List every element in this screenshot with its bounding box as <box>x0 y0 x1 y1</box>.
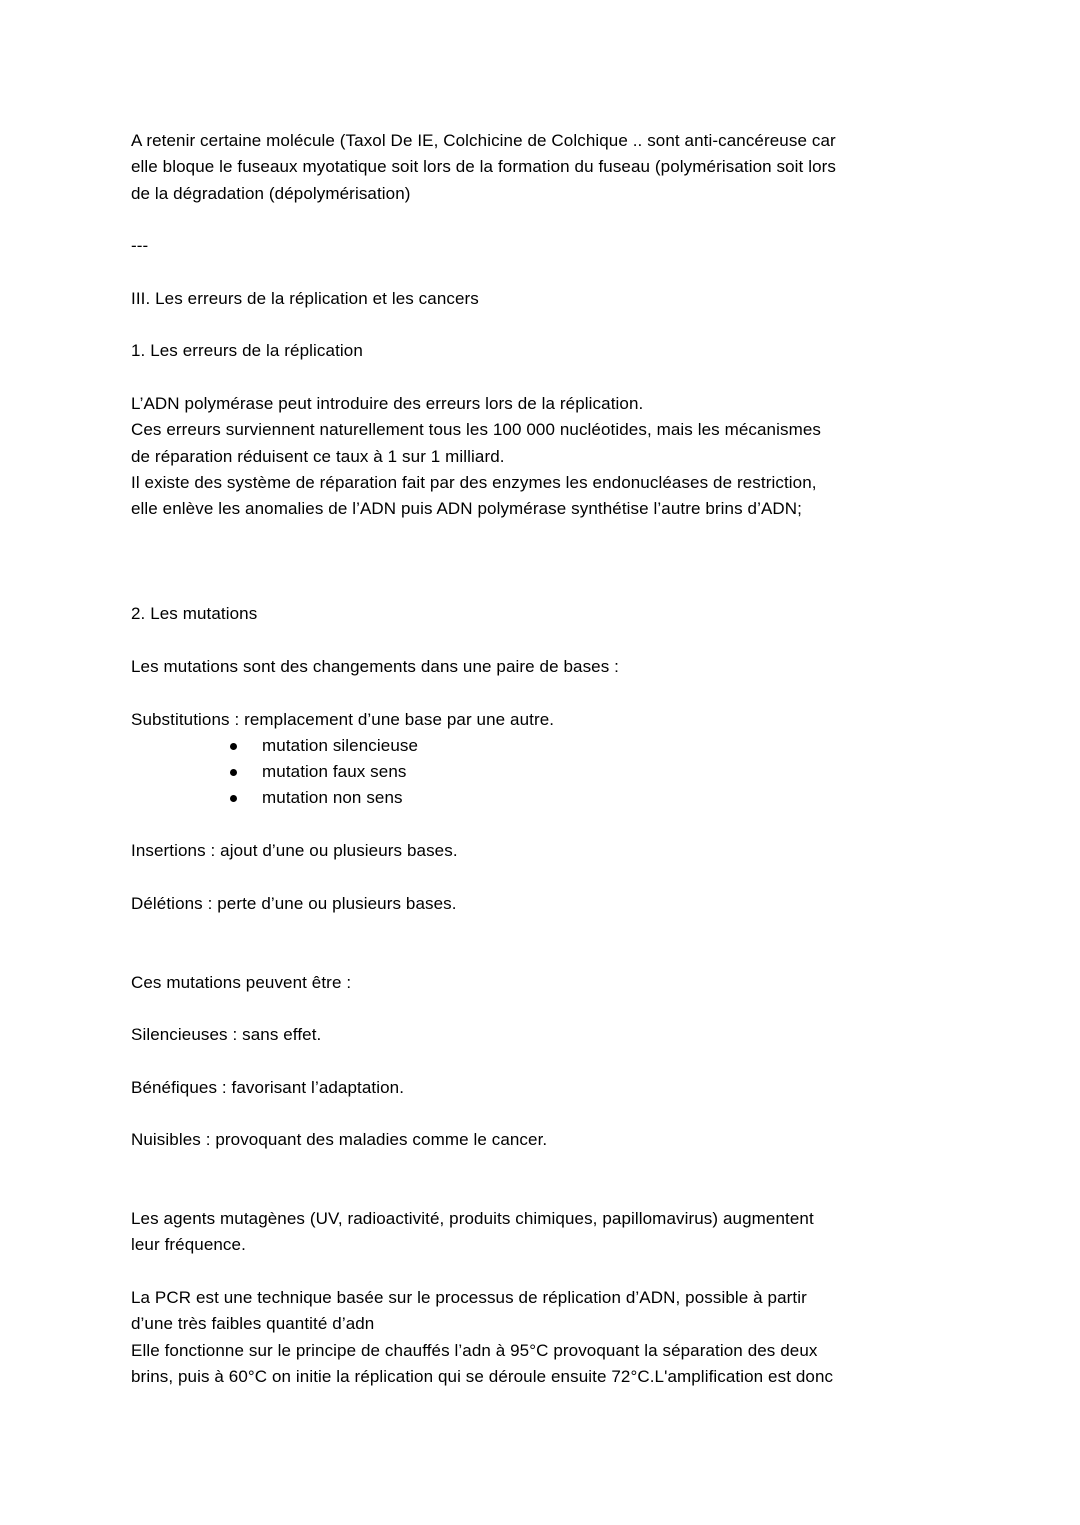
doc-line: brins, puis à 60°C on initie la réplication qui se déroule ensuite 72°C.L'amplification est donc <box>131 1366 834 1386</box>
doc-line <box>131 365 967 391</box>
doc-line <box>131 628 967 654</box>
doc-line: Ces erreurs surviennent naturellement tous les 100 000 nucléotides, mais les mécanismes <box>131 420 821 440</box>
doc-line <box>131 812 967 838</box>
doc-line <box>131 864 967 890</box>
doc-line: Délétions : perte d’une ou plusieurs bases. <box>131 893 457 913</box>
doc-line <box>131 522 967 548</box>
doc-line: Substitutions : remplacement d’une base par une autre. <box>131 709 555 729</box>
doc-line <box>131 549 967 575</box>
doc-line: mutation silencieuse <box>131 733 967 759</box>
doc-line <box>131 1180 967 1206</box>
doc-line: L’ADN polymérase peut introduire des erreurs lors de la réplication. <box>131 393 644 413</box>
doc-line: Nuisibles : provoquant des maladies comme le cancer. <box>131 1130 548 1150</box>
doc-line: elle bloque le fuseaux myotatique soit lors de la formation du fuseau (polymérisation soit lors <box>131 157 836 177</box>
doc-line: Silencieuses : sans effet. <box>131 1025 322 1045</box>
doc-line <box>131 680 967 706</box>
doc-line <box>131 259 967 285</box>
doc-line <box>131 943 967 969</box>
doc-line <box>131 575 967 601</box>
doc-line: elle enlève les anomalies de l’ADN puis ADN polymérase synthétise l’autre brins d’ADN; <box>131 499 802 519</box>
doc-line: Les mutations sont des changements dans une paire de bases : <box>131 656 619 676</box>
doc-line: Ces mutations peuvent être : <box>131 972 352 992</box>
doc-line: III. Les erreurs de la réplication et les cancers <box>131 288 479 308</box>
document-body <box>131 128 967 1390</box>
doc-line: 1. Les erreurs de la réplication <box>131 341 363 361</box>
doc-line <box>131 917 967 943</box>
doc-line: La PCR est une technique basée sur le processus de réplication d’ADN, possible à partir <box>131 1288 807 1308</box>
doc-line <box>131 312 967 338</box>
doc-line: A retenir certaine molécule (Taxol De IE, Colchicine de Colchique .. sont anti-cancéreuse car <box>131 131 836 150</box>
doc-line: d’une très faibles quantité d’adn <box>131 1314 375 1334</box>
doc-line: de réparation réduisent ce taux à 1 sur 1 milliard. <box>131 446 505 466</box>
doc-line: mutation faux sens <box>131 759 967 785</box>
doc-line <box>131 1048 967 1074</box>
doc-line <box>131 207 967 233</box>
doc-line: Elle fonctionne sur le principe de chauffés l’adn à 95°C provoquant la séparation des deux <box>131 1340 818 1360</box>
doc-line: --- <box>131 236 149 256</box>
doc-line: Bénéfiques : favorisant l’adaptation. <box>131 1077 405 1097</box>
doc-line: Insertions : ajout d’une ou plusieurs bases. <box>131 841 458 861</box>
doc-line: leur fréquence. <box>131 1235 246 1255</box>
doc-line: Les agents mutagènes (UV, radioactivité, produits chimiques, papillomavirus) augmentent <box>131 1209 814 1229</box>
doc-line: de la dégradation (dépolymérisation) <box>131 183 411 203</box>
doc-line <box>131 1154 967 1180</box>
doc-line: Il existe des système de réparation fait par des enzymes les endonucléases de restriction, <box>131 472 817 492</box>
doc-line <box>131 1101 967 1127</box>
doc-line <box>131 996 967 1022</box>
doc-line: 2. Les mutations <box>131 604 258 624</box>
doc-line <box>131 1259 967 1285</box>
doc-line: mutation non sens <box>131 785 967 811</box>
